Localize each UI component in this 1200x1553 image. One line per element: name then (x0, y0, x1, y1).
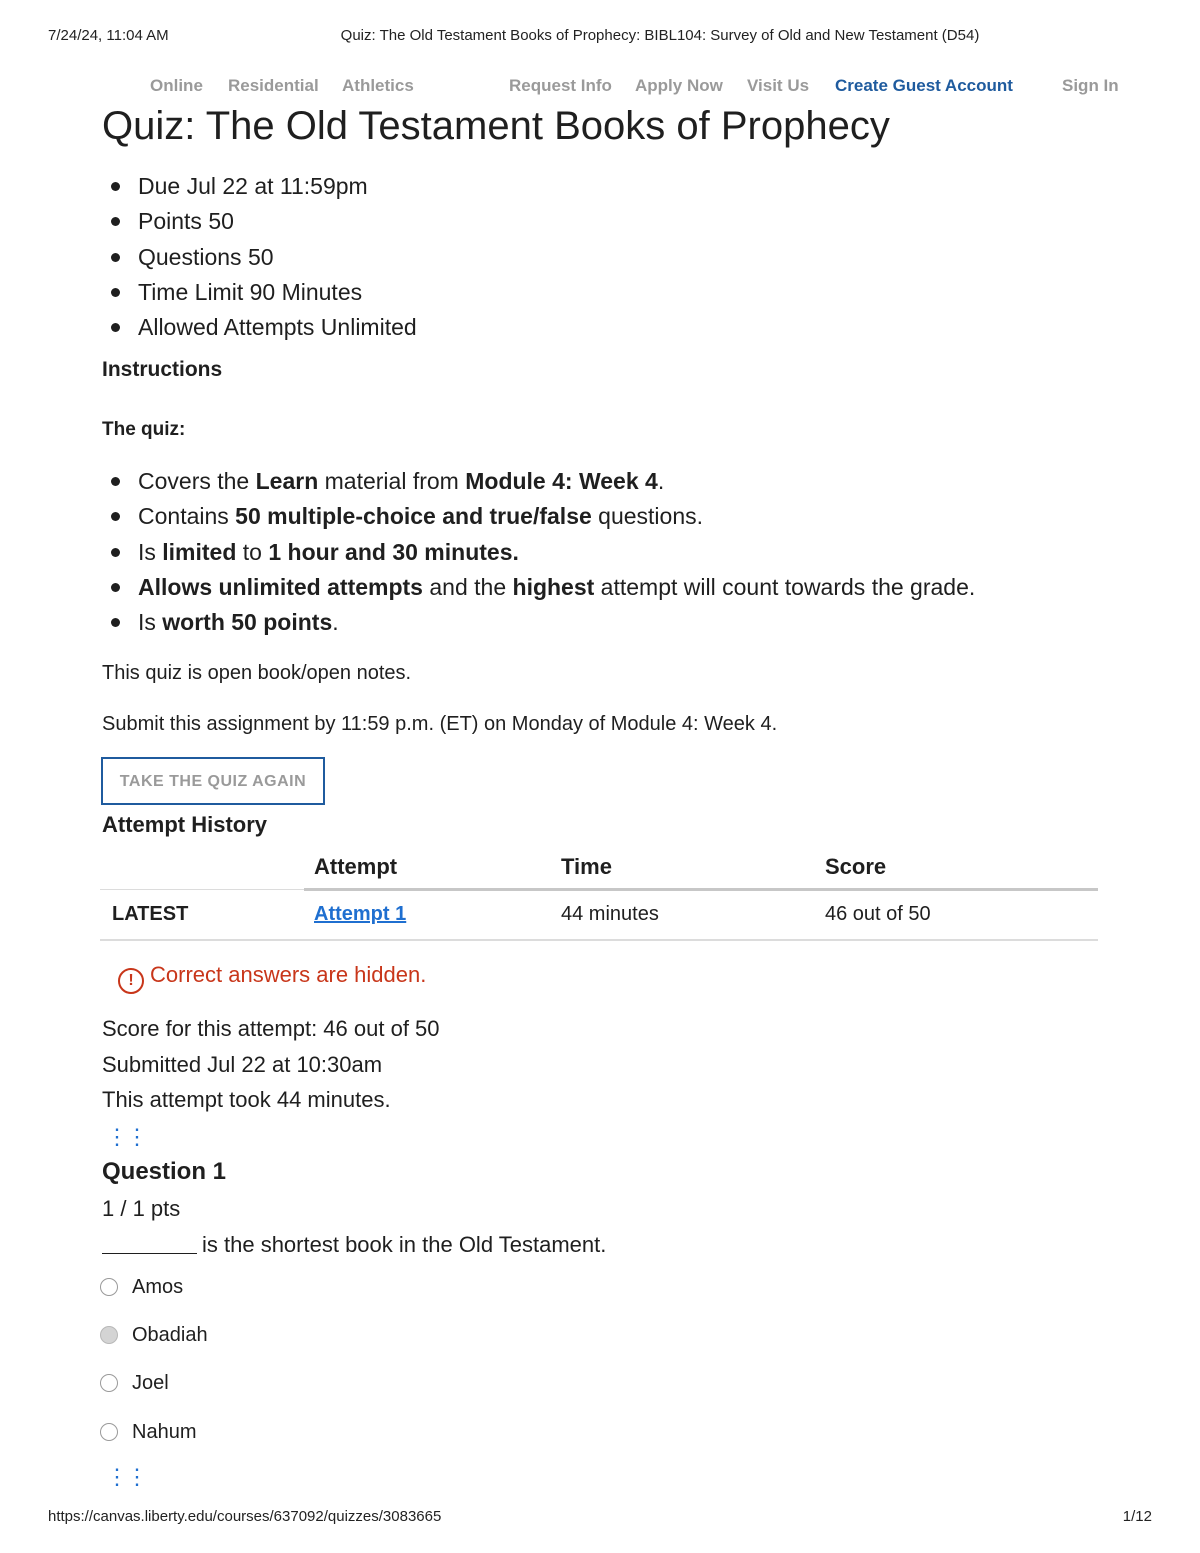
drag-handle-icon[interactable]: ⋮⋮ (106, 1124, 146, 1149)
table-divider (100, 889, 304, 890)
submit-note: Submit this assignment by 11:59 p.m. (ET) on Monday of Module 4: Week 4. (102, 713, 778, 735)
attempt-1-link[interactable]: Attempt 1 (314, 903, 407, 925)
nav-visit-us[interactable]: Visit Us (747, 76, 810, 95)
rule-item: Allows unlimited attempts and the highest attempt will count towards the grade. (138, 570, 975, 605)
question-title: Question 1 (102, 1158, 227, 1185)
answers-hidden-text: Correct answers are hidden. (150, 962, 427, 987)
attempt-summary (102, 1011, 440, 1118)
table-row-divider (100, 939, 1098, 941)
answer-option-label: Amos (132, 1276, 184, 1298)
print-datetime: 7/24/24, 11:04 AM (48, 27, 169, 44)
column-header-attempt: Attempt (314, 854, 398, 879)
duration-line: This attempt took 44 minutes. (102, 1087, 391, 1112)
radio-button[interactable] (100, 1423, 118, 1441)
question-text-body: is the shortest book in the Old Testament. (202, 1232, 607, 1257)
nav-sign-in[interactable]: Sign In (1062, 76, 1119, 95)
meta-due: Due Jul 22 at 11:59pm (138, 169, 417, 204)
the-quiz-label: The quiz: (102, 419, 186, 440)
drag-handle-icon[interactable]: ⋮⋮ (106, 1464, 146, 1489)
nav-apply-now[interactable]: Apply Now (635, 76, 723, 95)
answers-hidden-notice (118, 962, 426, 994)
instructions-heading: Instructions (102, 358, 223, 381)
meta-time-limit: Time Limit 90 Minutes (138, 275, 417, 310)
column-header-time: Time (561, 854, 612, 879)
rule-item: Is worth 50 points. (138, 605, 975, 640)
latest-label: LATEST (112, 903, 189, 925)
meta-questions: Questions 50 (138, 240, 417, 275)
radio-button-selected[interactable] (100, 1326, 118, 1344)
submitted-line: Submitted Jul 22 at 10:30am (102, 1051, 383, 1077)
radio-button[interactable] (100, 1278, 118, 1296)
print-page-number: 1/12 (1122, 1508, 1152, 1525)
meta-allowed-attempts: Allowed Attempts Unlimited (138, 310, 417, 345)
question-points: 1 / 1 pts (102, 1196, 181, 1221)
rule-item: Is limited to 1 hour and 30 minutes. (138, 535, 975, 570)
quiz-meta-list (102, 169, 417, 345)
open-book-note: This quiz is open book/open notes. (102, 662, 412, 684)
rule-item: Covers the Learn material from Module 4: Week 4. (138, 464, 975, 499)
top-navigation (0, 74, 1200, 102)
radio-button[interactable] (100, 1374, 118, 1392)
answer-option-label: Joel (132, 1372, 169, 1394)
table-header-divider (304, 888, 1098, 891)
print-header (48, 27, 1152, 49)
rule-item: Contains 50 multiple-choice and true/false questions. (138, 499, 975, 534)
nav-residential[interactable]: Residential (228, 76, 319, 95)
print-title: Quiz: The Old Testament Books of Prophecy: BIBL104: Survey of Old and New Testament (D54) (340, 27, 980, 44)
quiz-rules-list (102, 464, 975, 640)
quiz-title (102, 100, 890, 148)
nav-online[interactable]: Online (150, 76, 203, 95)
column-header-score: Score (825, 854, 887, 879)
answer-option-label: Obadiah (132, 1324, 208, 1346)
nav-create-guest-account[interactable]: Create Guest Account (835, 76, 1013, 95)
fill-in-blank (102, 1235, 197, 1254)
nav-athletics[interactable]: Athletics (342, 76, 414, 95)
print-url: https://canvas.liberty.edu/courses/637092/quizzes/3083665 (48, 1508, 442, 1525)
attempt-score: 46 out of 50 (825, 903, 931, 925)
warning-icon: ! (118, 968, 144, 994)
quiz-title-text: Quiz: The Old Testament Books of Prophecy (102, 104, 890, 148)
score-line: Score for this attempt: 46 out of 50 (102, 1016, 440, 1041)
meta-points: Points 50 (138, 204, 417, 239)
attempt-history-title: Attempt History (102, 812, 268, 837)
question-text (102, 1232, 606, 1258)
answer-option-label: Nahum (132, 1421, 197, 1443)
nav-request-info[interactable]: Request Info (509, 76, 612, 95)
take-quiz-again-button[interactable]: TAKE THE QUIZ AGAIN (101, 757, 325, 805)
attempt-time: 44 minutes (561, 903, 659, 925)
